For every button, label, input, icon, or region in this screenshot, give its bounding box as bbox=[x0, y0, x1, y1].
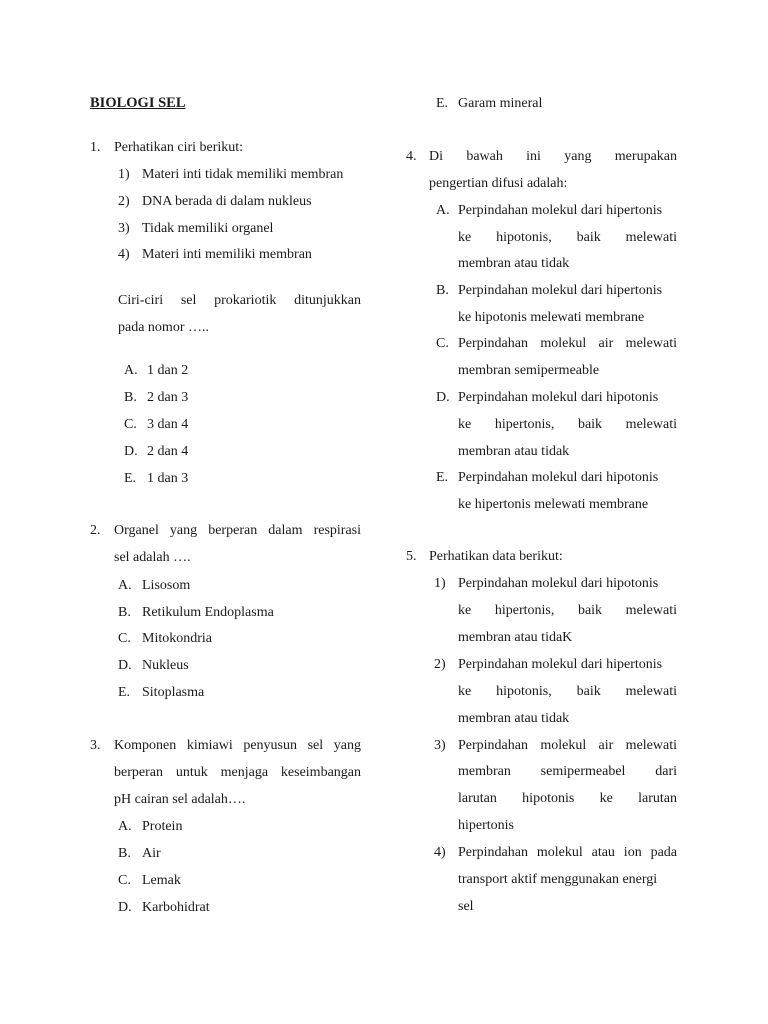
option-letter: E. bbox=[118, 685, 131, 700]
option-letter: C. bbox=[436, 336, 449, 351]
option-text: Lisosom bbox=[142, 578, 191, 593]
statement-text: membran atau tidak bbox=[458, 711, 570, 726]
option-text: 2 dan 3 bbox=[147, 390, 189, 405]
option-text: 1 dan 2 bbox=[147, 363, 189, 378]
question-stem: pH cairan sel adalah…. bbox=[114, 792, 246, 807]
option-letter: C. bbox=[118, 873, 131, 888]
question-text: Ciri-ciri sel prokariotik ditunjukkan bbox=[118, 293, 361, 308]
option-text: ke hipotonis melewati membrane bbox=[458, 310, 645, 325]
statement-text: Perpindahan molekul air melewati bbox=[458, 738, 677, 753]
option-letter: C. bbox=[118, 631, 131, 646]
option-text: Perpindahan molekul dari hipotonis bbox=[458, 470, 659, 485]
option-letter: A. bbox=[118, 578, 132, 593]
option-text: ke hipotonis, baik melewati bbox=[458, 230, 677, 245]
option-text: Air bbox=[142, 846, 161, 861]
question-stem: Komponen kimiawi penyusun sel yang bbox=[114, 738, 361, 753]
option-text: Perpindahan molekul air melewati bbox=[458, 336, 677, 351]
statement-text: Materi inti tidak memiliki membran bbox=[142, 167, 344, 182]
statement-number: 1) bbox=[434, 576, 446, 591]
option-text: Sitoplasma bbox=[142, 685, 205, 700]
statement-number: 1) bbox=[118, 167, 130, 182]
option-text: 3 dan 4 bbox=[147, 417, 189, 432]
option-text: Perpindahan molekul dari hipertonis bbox=[458, 203, 663, 218]
option-letter: B. bbox=[124, 390, 137, 405]
option-text: Perpindahan molekul dari hipotonis bbox=[458, 390, 659, 405]
option-text: 2 dan 4 bbox=[147, 444, 189, 459]
option-letter: B. bbox=[436, 283, 449, 298]
question-text: pada nomor ….. bbox=[118, 320, 209, 335]
question-stem: berperan untuk menjaga keseimbangan bbox=[114, 765, 361, 780]
question-number: 4. bbox=[406, 149, 417, 164]
question-stem: Di bawah ini yang merupakan bbox=[429, 149, 677, 164]
option-letter: A. bbox=[436, 203, 450, 218]
option-text: ke hipertonis melewati membrane bbox=[458, 497, 649, 512]
option-letter: C. bbox=[124, 417, 137, 432]
statement-number: 2) bbox=[434, 657, 446, 672]
statement-text: DNA berada di dalam nukleus bbox=[142, 194, 312, 209]
statement-text: Perpindahan molekul dari hipotonis bbox=[458, 576, 659, 591]
statement-number: 2) bbox=[118, 194, 130, 209]
statement-text: transport aktif menggunakan energi bbox=[458, 872, 658, 887]
option-letter: B. bbox=[118, 846, 131, 861]
option-text: membran atau tidak bbox=[458, 256, 570, 271]
option-text: Karbohidrat bbox=[142, 900, 210, 915]
statement-number: 3) bbox=[118, 221, 130, 236]
question-stem: Perhatikan data berikut: bbox=[429, 549, 563, 564]
question-stem: Organel yang berperan dalam respirasi bbox=[114, 523, 361, 538]
question-stem: pengertian difusi adalah: bbox=[429, 176, 568, 191]
statement-text: Perpindahan molekul dari hipertonis bbox=[458, 657, 663, 672]
statement-text: membran atau tidaK bbox=[458, 630, 573, 645]
option-text: ke hipertonis, baik melewati bbox=[458, 417, 677, 432]
option-letter: E. bbox=[436, 96, 449, 111]
question-number: 1. bbox=[90, 140, 101, 155]
option-text: Retikulum Endoplasma bbox=[142, 605, 274, 620]
option-text: membran semipermeable bbox=[458, 363, 600, 378]
option-letter: D. bbox=[118, 900, 132, 915]
statement-text: Perpindahan molekul atau ion pada bbox=[458, 845, 677, 860]
option-letter: A. bbox=[124, 363, 138, 378]
option-text: 1 dan 3 bbox=[147, 471, 189, 486]
question-number: 2. bbox=[90, 523, 101, 538]
option-text: Mitokondria bbox=[142, 631, 212, 646]
option-text: Nukleus bbox=[142, 658, 189, 673]
option-letter: D. bbox=[118, 658, 132, 673]
statement-text: hipertonis bbox=[458, 818, 514, 833]
option-letter: E. bbox=[436, 470, 449, 485]
statement-number: 4) bbox=[118, 247, 130, 262]
option-letter: D. bbox=[124, 444, 138, 459]
question-number: 3. bbox=[90, 738, 101, 753]
statement-text: sel bbox=[458, 899, 474, 914]
option-text: Lemak bbox=[142, 873, 181, 888]
question-stem: sel adalah …. bbox=[114, 550, 191, 565]
statement-text: membran semipermeabel dari bbox=[458, 764, 677, 779]
statement-text: Materi inti memiliki membran bbox=[142, 247, 312, 262]
statement-text: larutan hipotonis ke larutan bbox=[458, 791, 677, 806]
option-letter: D. bbox=[436, 390, 450, 405]
question-number: 5. bbox=[406, 549, 417, 564]
option-letter: B. bbox=[118, 605, 131, 620]
statement-text: ke hipertonis, baik melewati bbox=[458, 603, 677, 618]
option-letter: A. bbox=[118, 819, 132, 834]
statement-number: 4) bbox=[434, 845, 446, 860]
statement-text: Tidak memiliki organel bbox=[142, 221, 274, 236]
statement-text: ke hipotonis, baik melewati bbox=[458, 684, 677, 699]
option-text: Garam mineral bbox=[458, 96, 543, 111]
option-letter: E. bbox=[124, 471, 137, 486]
document-title: BIOLOGI SEL bbox=[90, 95, 186, 111]
option-text: Perpindahan molekul dari hipertonis bbox=[458, 283, 663, 298]
question-stem: Perhatikan ciri berikut: bbox=[114, 140, 244, 155]
statement-number: 3) bbox=[434, 738, 446, 753]
option-text: Protein bbox=[142, 819, 183, 834]
option-text: membran atau tidak bbox=[458, 444, 570, 459]
